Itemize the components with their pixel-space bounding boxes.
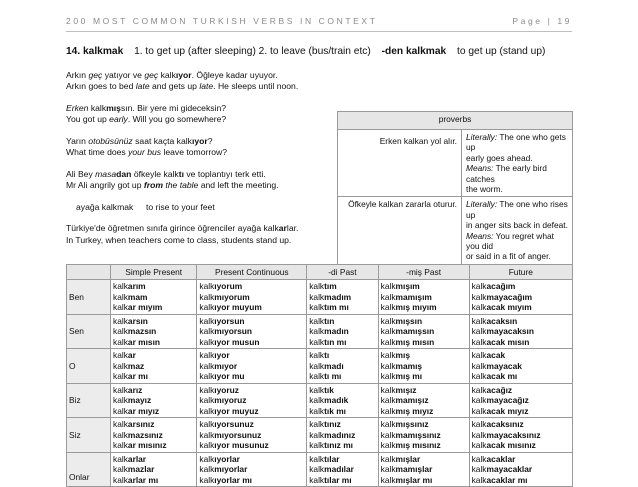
verb-form: kalkmışlar mı [380,474,433,485]
verb-form: kalkıyorum [199,281,243,291]
verb-form: kalkmamışız [380,395,429,405]
verb-form: kalkmamışlar [380,464,433,474]
verb-form: kalkıyor [199,350,230,360]
verb-form: kalkarsınız [113,419,155,429]
verb-form: kalkıyor mu [199,371,245,381]
verb-form: kalkmıyorsunuz [199,429,262,440]
phrase-tr: ayağa kalkmak [76,201,134,212]
entry-verb: kalkmak [83,46,124,57]
verb-form: kalkmadılar [309,464,354,474]
proverb-row [338,130,573,197]
verb-form: kalkıyorlar mı [199,474,253,485]
conjugation-cell [197,383,307,418]
verb-form: kalkmayacağım [471,291,533,302]
verb-form: kalkmış [380,350,410,360]
verb-form: kalkmadık [309,395,349,405]
column-header: Simple Present [111,265,197,280]
verb-form: kalkmışlar [380,453,421,464]
verb-form: kalkıyorlar [199,453,240,464]
verb-form: kalkar mıyım [113,302,163,312]
entry-title [66,46,545,57]
verb-form: kalktılar mı [309,474,352,485]
conjugation-cell [307,452,378,487]
verb-form: kalkmazlar [113,464,155,474]
verb-form: kalkmıyorlar [199,464,248,474]
conjugation-cell [307,418,378,453]
verb-form: kalktınız mı [309,440,353,450]
column-header: -di Past [307,265,378,280]
conjugation-cell [469,349,572,384]
pronoun-cell: O [67,349,111,384]
examples-column [66,70,328,256]
pronoun-cell: Sen [67,314,111,349]
proverb-tr: Öfkeyle kalkan zararla oturur. [338,197,462,264]
verb-form: kalkmıyorum [199,291,250,302]
table-row [67,280,573,315]
conjugation-cell [469,418,572,453]
conjugation-cell [378,314,469,349]
verb-form: kalkacağım [471,281,516,291]
example-4: Ali Bey masadan öfkeyle kalktı ve toplantıyı terk etti. Mr Ali angrily got up from the table and left the meeting. [66,168,279,190]
verb-form: kalkmış mıyız [380,405,434,416]
verb-form: kalktılar [309,453,340,464]
verb-form: kalkmadın [309,326,349,336]
verb-form: kalkmamışsınız [380,429,441,440]
conjugation-cell [111,418,197,453]
verb-form: kalkmadı [309,360,344,371]
verb-form: kalkıyor musunuz [199,440,269,450]
verb-form: kalkarlar mı [113,474,159,485]
verb-form: kalkacak mıyım [471,302,532,312]
header-rule [66,31,572,32]
verb-form: kalkmamışım [380,291,432,302]
conjugation-header-row [67,265,573,280]
verb-form: kalkarsın [113,315,148,326]
example-2: Erken kalkmışsın. Bir yere mi gideceksin? You got up early. Will you go somewhere? [66,102,227,125]
verb-form: kalkmışsın [380,315,423,326]
entry-meaning: 1. to get up (after sleeping) 2. to leave (bus/train etc) [134,46,371,57]
column-header: Present Continuous [197,265,307,280]
verb-form: kalkmazsın [113,326,157,336]
conjugation-cell [111,280,197,315]
verb-form: kalkacak mıyız [471,405,529,416]
verb-form: kalkmıyorsun [199,326,252,336]
verb-form: kalkmayacaksın [471,326,534,336]
conjugation-cell [197,349,307,384]
verb-form: kalkar [113,350,136,360]
running-header: 200 MOST COMMON TURKISH VERBS IN CONTEXT [66,16,378,26]
pronoun-cell: Biz [67,383,111,418]
verb-form: kalkmazsınız [113,429,163,440]
verb-form: kalkarım [113,281,146,291]
table-row [67,383,573,418]
entry-phrasal-meaning: to get up (stand up) [457,46,546,57]
conjugation-cell [197,418,307,453]
conjugation-cell [378,383,469,418]
verb-form: kalkacaksınız [471,419,524,429]
table-row [67,452,573,487]
column-header: -miş Past [378,265,469,280]
example-1: Arkın geç yatıyor ve geç kalkıyor. Öğleye kadar uyuyor. Arkın goes to bed late and gets up late. He sleeps until noon. [66,70,299,92]
verb-form: kalktı mı [309,371,342,381]
verb-form: kalkarlar [113,453,147,464]
conjugation-cell [197,280,307,315]
verb-form: kalkmışım [380,281,420,291]
phrase-line [66,202,328,213]
conjugation-cell [469,383,572,418]
conjugation-cell [378,349,469,384]
verb-form: kalkmayacak [471,360,522,371]
verb-form: kalkmadım [309,291,352,302]
verb-form: kalkıyoruz [199,384,239,395]
conjugation-cell [307,383,378,418]
verb-form: kalkacak mısın [471,336,530,347]
verb-form: kalkmamışsın [380,326,435,336]
conjugation-cell [307,314,378,349]
verb-form: kalkar mısınız [113,440,167,450]
table-row [67,314,573,349]
conjugation-cell [469,452,572,487]
conjugation-cell [111,383,197,418]
verb-form: kalkmış mısın [380,336,435,347]
verb-form: kalktınız [309,419,341,429]
phrase-en: to rise to your feet [146,201,215,212]
verb-form: kalkmayız [113,395,152,405]
conjugation-cell [469,314,572,349]
verb-form: kalkıyorsun [199,315,245,326]
conjugation-cell [378,418,469,453]
header-blank [67,265,111,280]
pronoun-cell: Onlar [67,452,111,487]
verb-form: kalkmış mı [380,371,423,381]
conjugation-cell [378,280,469,315]
verb-form: kalktım mı [309,302,349,312]
verb-form: kalkmışsınız [380,419,429,429]
verb-form: kalkmayacaksınız [471,429,541,440]
proverb-explanation: Literally: The one who gets up early goes ahead. Means: The early bird catches the worm. [462,130,573,197]
verb-form: kalkmıyoruz [199,395,247,405]
conjugation-cell [197,452,307,487]
pronoun-cell: Ben [67,280,111,315]
table-row [67,349,573,384]
conjugation-table [66,264,573,487]
verb-form: kalkıyorsunuz [199,419,254,429]
conjugation-cell [197,314,307,349]
conjugation-cell [111,452,197,487]
verb-form: kalkmış mısınız [380,440,441,450]
verb-form: kalktın [309,315,335,326]
proverb-tr: Erken kalkan yol alır. [338,130,462,197]
verb-form: kalkacaksın [471,315,518,326]
verb-form: kalktım [309,281,337,291]
verb-form: kalktı [309,350,330,360]
verb-form: kalkar mısın [113,336,161,347]
proverb-row [338,197,573,264]
verb-form: kalkacak [471,350,506,360]
verb-form: kalkacak mısınız [471,440,536,450]
page-number: Page | 19 [512,16,572,26]
verb-form: kalkmaz [113,360,145,371]
verb-form: kalkmadınız [309,429,356,440]
conjugation-cell [307,280,378,315]
table-row [67,418,573,453]
entry-phrasal: -den kalkmak [381,46,447,57]
verb-form: kalkacaklar mı [471,474,528,485]
verb-form: kalkmam [113,291,148,302]
verb-form: kalkmışız [380,384,417,395]
verb-form: kalkacağız [471,384,513,395]
conjugation-cell [111,314,197,349]
example-5: Türkiye'de öğretmen sınıfa girince öğrenciler ayağa kalkarlar. In Turkey, when teachers come to class, students stand up. [66,223,299,245]
pronoun-cell: Siz [67,418,111,453]
conjugation-cell [111,349,197,384]
verb-form: kalkıyor muyum [199,302,262,312]
verb-form: kalkmıyor [199,360,238,371]
entry-number: 14. [66,46,81,57]
verb-form: kalkacak mı [471,371,518,381]
verb-form: kalkacaklar [471,453,516,464]
conjugation-cell [469,280,572,315]
conjugation-cell [378,452,469,487]
proverb-explanation: Literally: The one who rises up in anger sits back in defeat. Means: You regret what you did or said in a fit of anger. [462,197,573,264]
verb-form: kalkmış mıyım [380,302,437,312]
verb-form: kalkmayacağız [471,395,529,405]
proverbs-table [337,111,573,265]
verb-form: kalkar mıyız [113,405,160,416]
verb-form: kalkarız [113,384,143,395]
verb-form: kalktın mı [309,336,347,347]
verb-form: kalkmamış [380,360,423,371]
verb-form: kalkıyor musun [199,336,260,347]
verb-form: kalkıyor muyuz [199,405,259,416]
conjugation-cell [307,349,378,384]
example-3: Yarın otobüsünüz saat kaçta kalkıyor? What time does your bus leave tomorrow? [66,135,227,158]
verb-form: kalkmayacaklar [471,464,533,474]
verb-form: kalktık mı [309,405,346,416]
verb-form: kalkar mı [113,371,148,381]
column-header: Future [469,265,572,280]
proverbs-heading: proverbs [338,112,573,130]
verb-form: kalktık [309,384,334,395]
